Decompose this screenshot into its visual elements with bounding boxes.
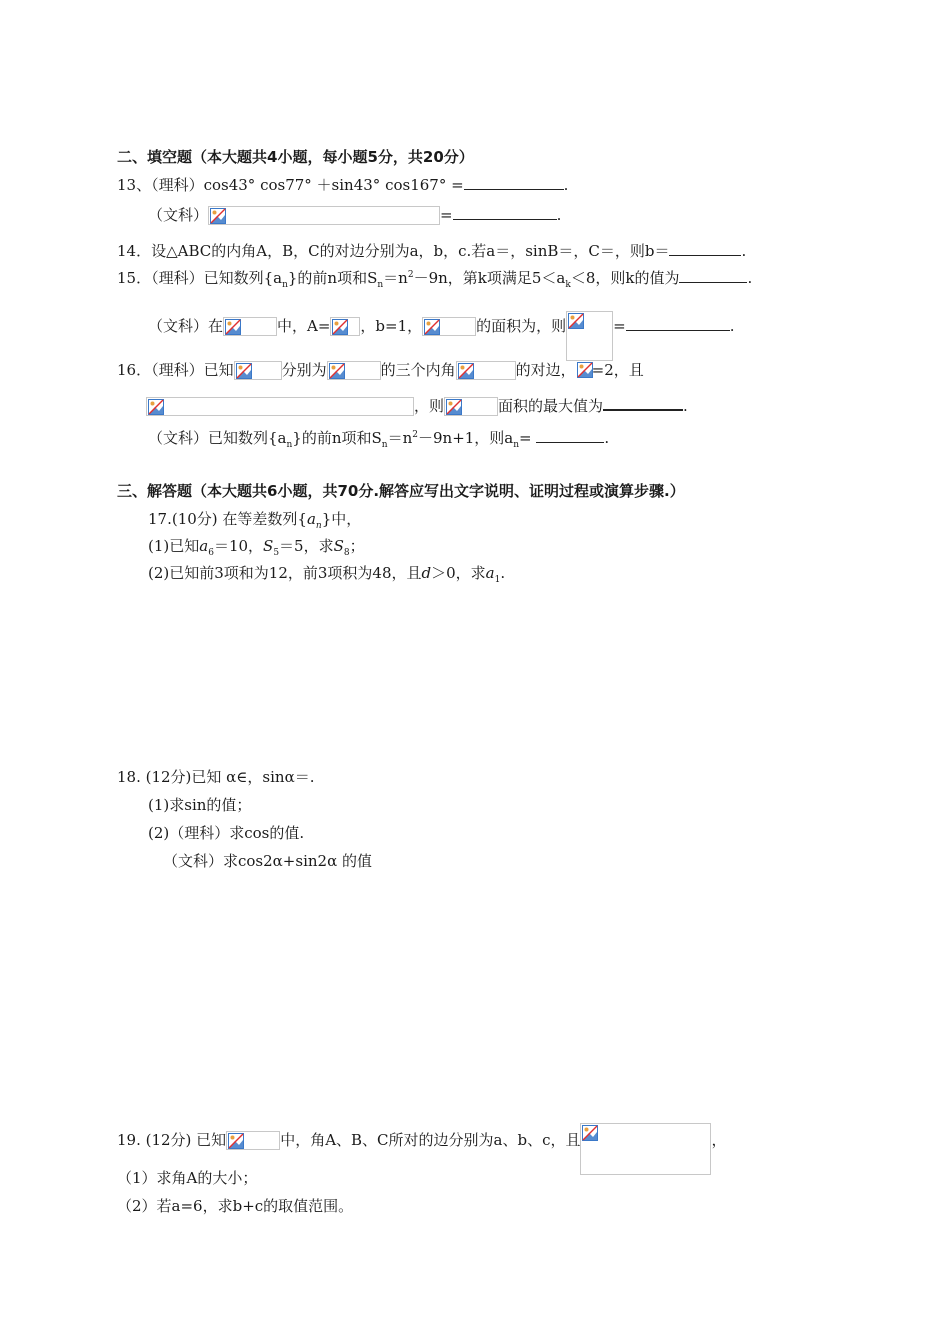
q16-arts-line: （文科）已知数列$\{a_n\}$的前n项和$S_n=n^2-9n+1$，则$a_n=$ .	[148, 429, 610, 450]
broken-image-icon	[332, 319, 352, 336]
formula-image	[444, 397, 498, 416]
q19-head: 19. (12分) 已知 中，角A、B、C所对的边分别为a、b、c，且 ，	[117, 1123, 726, 1175]
answer-blank	[536, 428, 604, 443]
formula-image	[327, 361, 381, 380]
formula-image	[146, 397, 414, 416]
broken-image-icon	[577, 362, 593, 379]
q19-part-2: （2）若a=6，求b+c的取值范围。	[117, 1197, 354, 1215]
q17-head: 17.(10分) 在等差数列$\{a_n\}$中，	[148, 510, 362, 531]
formula-image	[223, 317, 277, 336]
answer-blank	[603, 395, 683, 411]
answer-blank	[679, 268, 747, 283]
formula-image	[208, 206, 440, 225]
q13-theory-text: 13、（理科）cos43° cos77° ＋sin43° cos167° =	[117, 176, 464, 194]
q15-theory-line: 15．（理科）已知数列$\{a_n\}$的前n项和$S_n=n^2-9n$，第k项满足$5<a_k<8$，则k的值为 .	[117, 269, 753, 290]
answer-blank	[453, 205, 557, 220]
q18-head: 18. (12分)已知 α∈，sinα＝.	[117, 768, 315, 786]
broken-image-icon	[329, 363, 349, 380]
answer-blank	[626, 316, 730, 331]
q18-part-3: （文科）求cos2α+sin2α 的值	[163, 852, 372, 870]
q17-part-2: (2)已知前3项和为12，前3项积为48，且d＞0，求$a_1$.	[148, 564, 506, 585]
q14-line: 14．设△ABC的内角A，B，C的对边分别为a，b，c.若a＝，sinB＝，C＝，则b＝ .	[117, 242, 747, 260]
broken-image-icon	[446, 399, 466, 416]
formula-image	[580, 1123, 711, 1175]
broken-image-icon	[228, 1133, 248, 1150]
section-2-heading: 二、填空题（本大题共4小题，每小题5分，共20分）	[117, 148, 474, 166]
answer-blank	[464, 175, 564, 190]
q18-part-1: (1)求sin的值；	[148, 796, 252, 814]
formula-image	[456, 361, 516, 380]
q16-theory-line-2: ，则 面积的最大值为 .	[146, 395, 688, 416]
broken-image-icon	[582, 1125, 602, 1142]
section-3-heading: 三、解答题（本大题共6小题，共70分.解答应写出文字说明、证明过程或演算步骤.）	[117, 482, 685, 500]
formula-image	[226, 1131, 280, 1150]
q16-theory-line: 16．（理科）已知 分别为 的三个内角 的对边， =2，且	[117, 361, 644, 379]
q18-part-2: (2)（理科）求cos的值.	[148, 824, 305, 842]
formula-image	[566, 311, 613, 361]
broken-image-icon	[424, 319, 444, 336]
broken-image-icon	[458, 363, 478, 380]
q13-arts-line: （文科） = .	[148, 206, 562, 224]
broken-image-icon	[148, 399, 168, 416]
formula-image	[422, 317, 476, 336]
broken-image-icon	[236, 363, 256, 380]
answer-blank	[669, 241, 741, 256]
formula-image	[330, 317, 360, 336]
q17-part-1: (1)已知$a_6=10$，$S_5=5$，求$S_8$；	[148, 537, 365, 558]
q15-arts-line: （文科）在 中，A= ，b=1， 的面积为，则 = .	[148, 311, 735, 361]
formula-image	[234, 361, 282, 380]
broken-image-icon	[225, 319, 245, 336]
q19-part-1: （1）求角A的大小；	[117, 1169, 258, 1187]
broken-image-icon	[210, 208, 230, 225]
formula-image	[576, 361, 592, 380]
broken-image-icon	[568, 313, 588, 330]
q13-theory-line: 13、（理科）cos43° cos77° ＋sin43° cos167° = .	[117, 176, 569, 194]
